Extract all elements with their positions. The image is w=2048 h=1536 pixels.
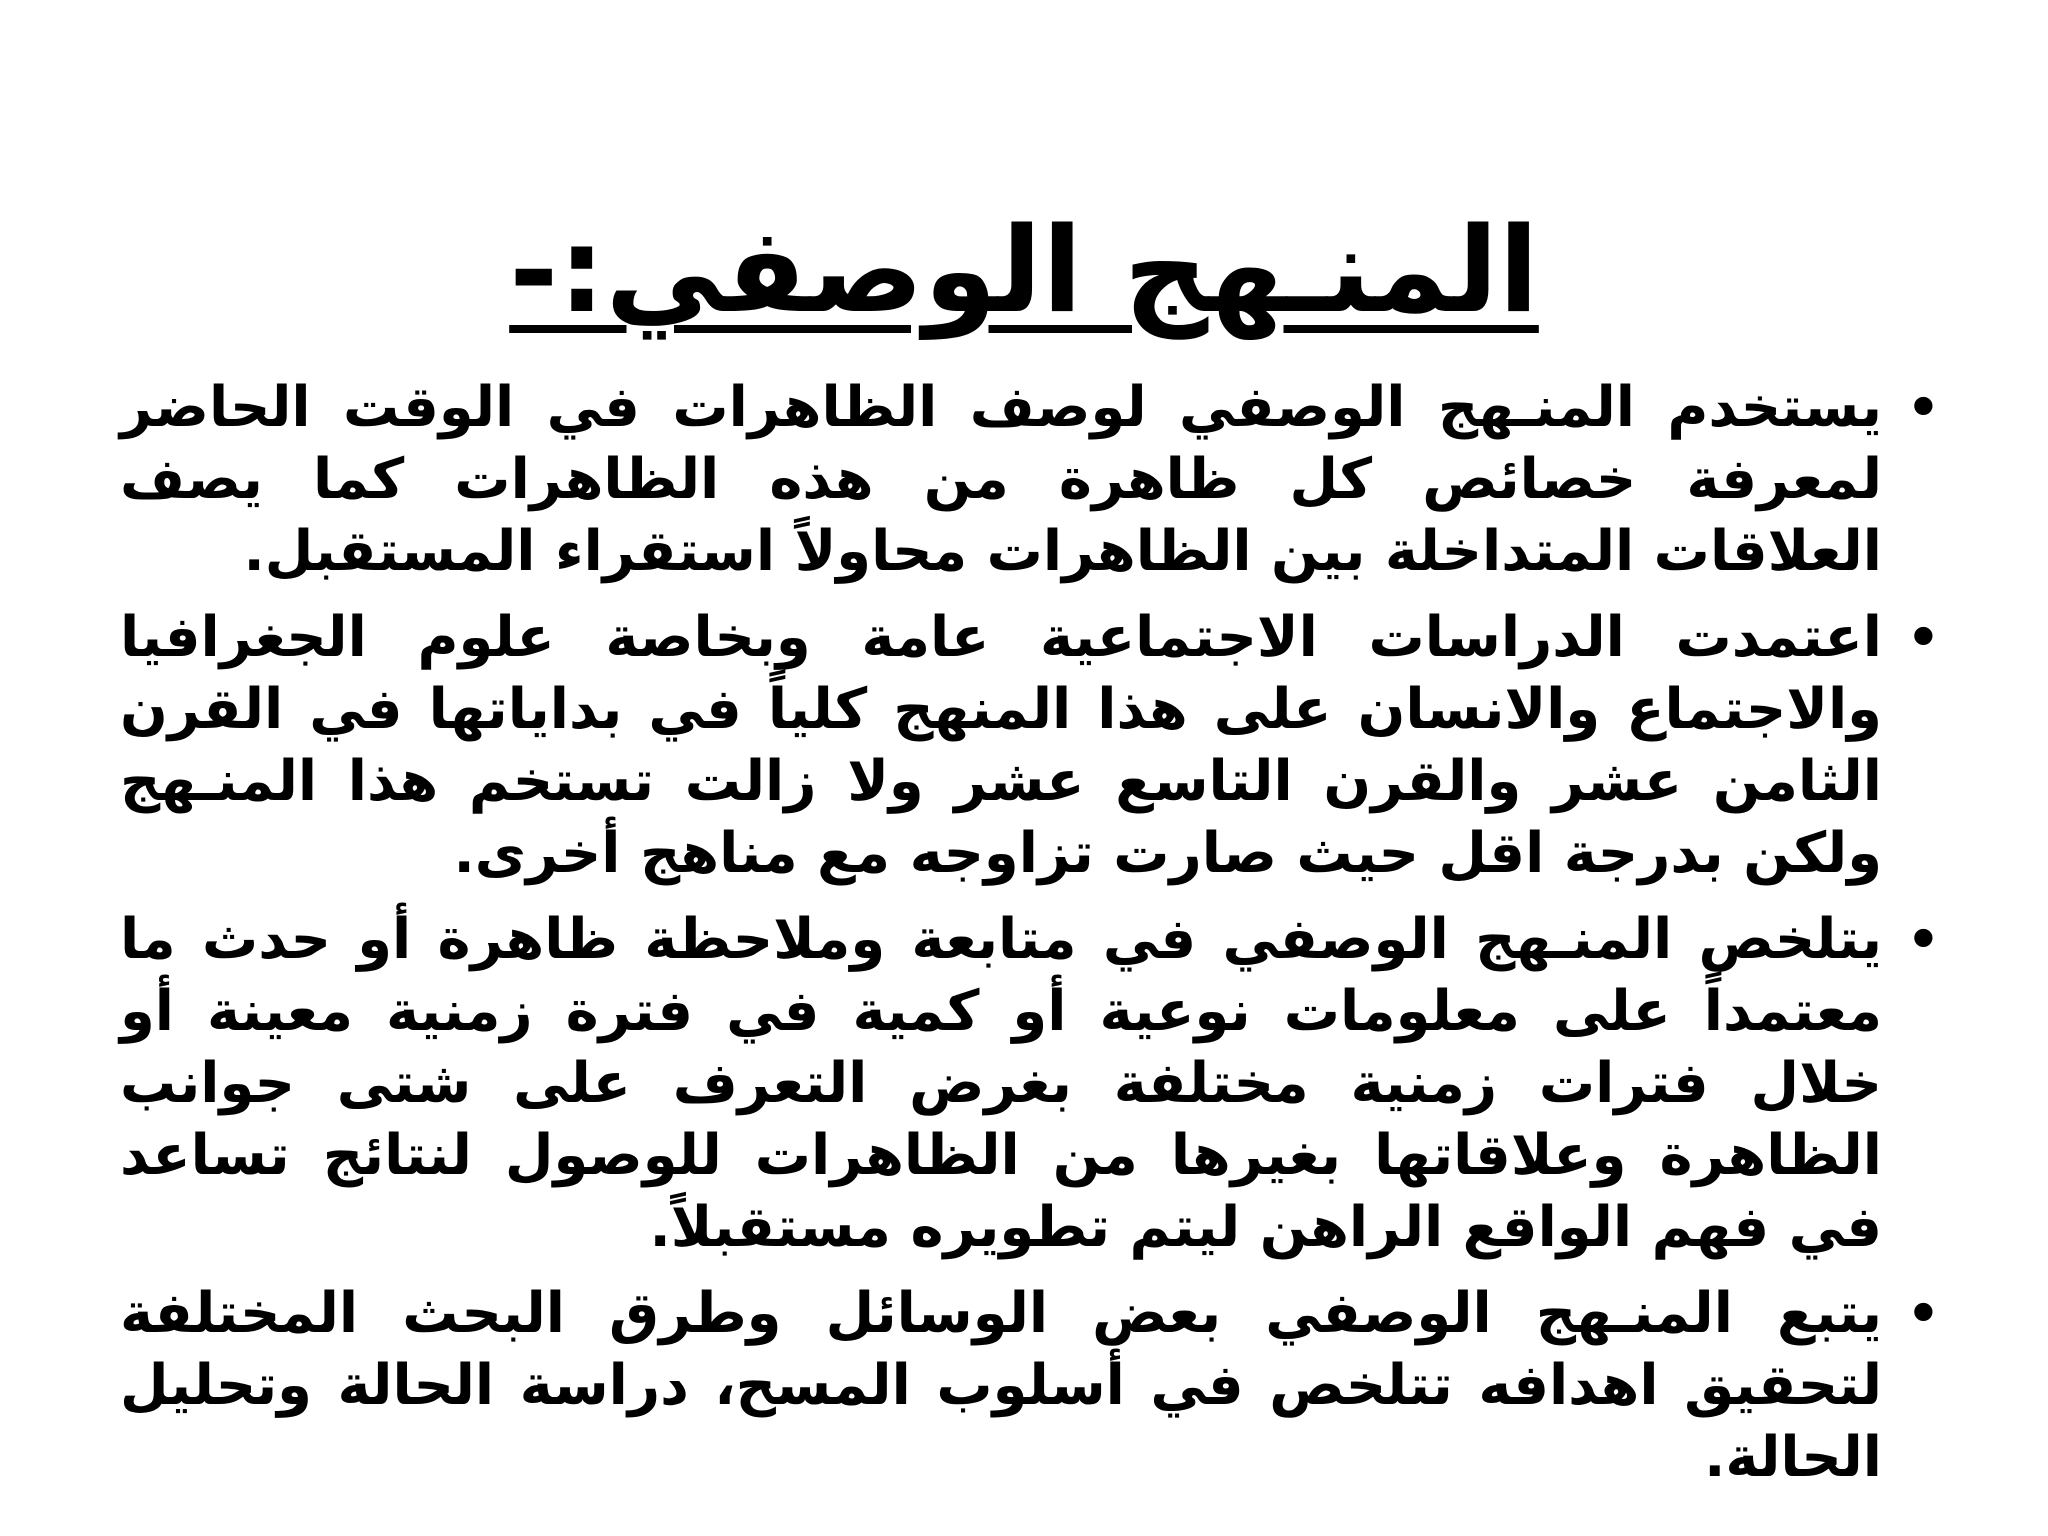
- bullet-text: يتلخص المنـهج الوصفي في متابعة وملاحظة ظاهرة أو حدث ما معتمداً على معلومات نوعية أو كمية في فترة زمنية معينة أو خلال فترات زمنية مختلفة بغرض التعرف على شتى جوانب الظاهرة وعلاقاتها بغيرها من الظاهرات للوصول لنتائج تساعد في فهم الواقع الراهن ليتم تطويره مستقبلاً.: [120, 907, 1882, 1260]
- bullet-item: [120, 602, 1940, 890]
- bullet-item: [120, 904, 1940, 1264]
- bullet-icon: •: [1906, 1284, 1940, 1344]
- bullet-list: [120, 372, 1940, 1494]
- bullet-item: [120, 372, 1940, 588]
- bullet-item: [120, 1278, 1940, 1494]
- bullet-icon: •: [1906, 608, 1940, 668]
- bullet-text: يستخدم المنـهج الوصفي لوصف الظاهرات في الوقت الحاضر لمعرفة خصائص كل ظاهرة من هذه الظاهرات كما يصف العلاقات المتداخلة بين الظاهرات محاولاً استقراء المستقبل.: [120, 375, 1882, 584]
- bullet-icon: •: [1906, 910, 1940, 970]
- slide-title: المنـهج الوصفي:-: [509, 201, 1539, 339]
- bullet-text: يتبع المنـهج الوصفي بعض الوسائل وطرق البحث المختلفة لتحقيق اهدافه تتلخص في أسلوب المسح، دراسة الحالة وتحليل الحالة.: [120, 1281, 1882, 1490]
- bullet-icon: •: [1906, 378, 1940, 438]
- bullet-text: اعتمدت الدراسات الاجتماعية عامة وبخاصة علوم الجغرافيا والاجتماع والانسان على هذا المنهج كلياً في بداياتها في القرن الثامن عشر والقرن التاسع عشر ولا زالت تستخم هذا المنـهج ولكن بدرجة اقل حيث صارت تزاوجه مع مناهج أخرى.: [120, 605, 1882, 886]
